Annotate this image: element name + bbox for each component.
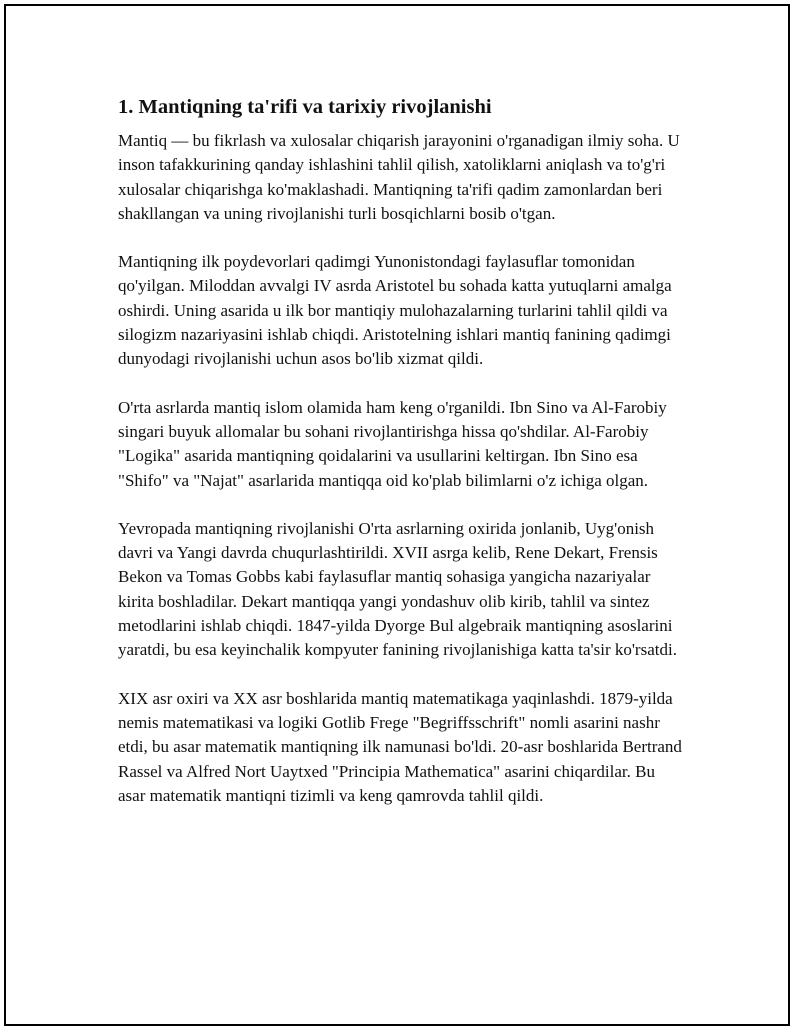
paragraph-modern: XIX asr oxiri va XX asr boshlarida mantiq matematikaga yaqinlashdi. 1879-yilda nemis matematikasi va logiki Gotlib Frege "Begriffsschrift" nomli asarini nashr etdi, bu asar matematik mantiqning ilk namunasi bo'ldi. 20-asr boshlarida Bertrand Rassel va Alfred Nort Uaytxed "Principia Mathematica" asarini chiqardilar. Bu asar matematik mantiqni tizimli va keng qamrovda tahlil qildi. — [118, 688, 682, 805]
paragraph-definition: Mantiq — bu fikrlash va xulosalar chiqarish jarayonini o'rganadigan ilmiy soha. U inson tafakkurining qanday ishlashini tahlil qilish, xatoliklarni aniqlash va to'g'ri xulosalar chiqarishga ko'maklashadi. Mantiqning ta'rifi qadim zamonlardan beri shakllangan va uning rivojlanishi turli bosqichlarni bosib o'tgan. — [118, 131, 680, 223]
section-heading: 1. Mantiqning ta'rifi va tarixiy rivojlanishi — [118, 96, 492, 118]
document-body — [118, 93, 684, 832]
paragraph-europe: Yevropada mantiqning rivojlanishi O'rta asrlarning oxirida jonlanib, Uyg'onish davri va Yangi davrda chuqurlashtirildi. XVII asrga kelib, Rene Dekart, Frensis Bekon va Tomas Gobbs kabi faylasuflar mantiq sohasiga yangicha nazariyalar kirita boshladilar. Dekart mantiqqa yangi yondashuv olib kirib, tahlil va sintez metodlarini ishlab chiqdi. 1847-yilda Dyorge Bul algebraik mantiqning asoslarini yaratdi, bu esa keyinchalik kompyuter fanining rivojlanishiga katta ta'sir ko'rsatdi. — [118, 518, 677, 660]
paragraph-middle-ages: O'rta asrlarda mantiq islom olamida ham keng o'rganildi. Ibn Sino va Al-Farobiy singari buyuk allomalar bu sohani rivojlantirishga hissa qo'shdilar. Al-Farobiy "Logika" asarida mantiqning qoidalarini va usullarini keltirgan. Ibn Sino esa "Shifo" va "Najat" asarlarida mantiqqa oid ko'plab bilimlarni o'z ichiga olgan. — [118, 397, 667, 490]
paragraph-ancient-greece: Mantiqning ilk poydevorlari qadimgi Yunonistondagi faylasuflar tomonidan qo'yilgan. Miloddan avvalgi IV asrda Aristotel bu sohada katta yutuqlarni amalga oshirdi. Uning asarida u ilk bor mantiqiy mulohazalarning turlarini tahlil qildi va silogizm nazariyasini ishlab chiqdi. Aristotelning ishlari mantiq fanining qadimgi dunyodagi rivojlanishi uchun asos bo'lib xizmat qildi. — [118, 252, 672, 369]
